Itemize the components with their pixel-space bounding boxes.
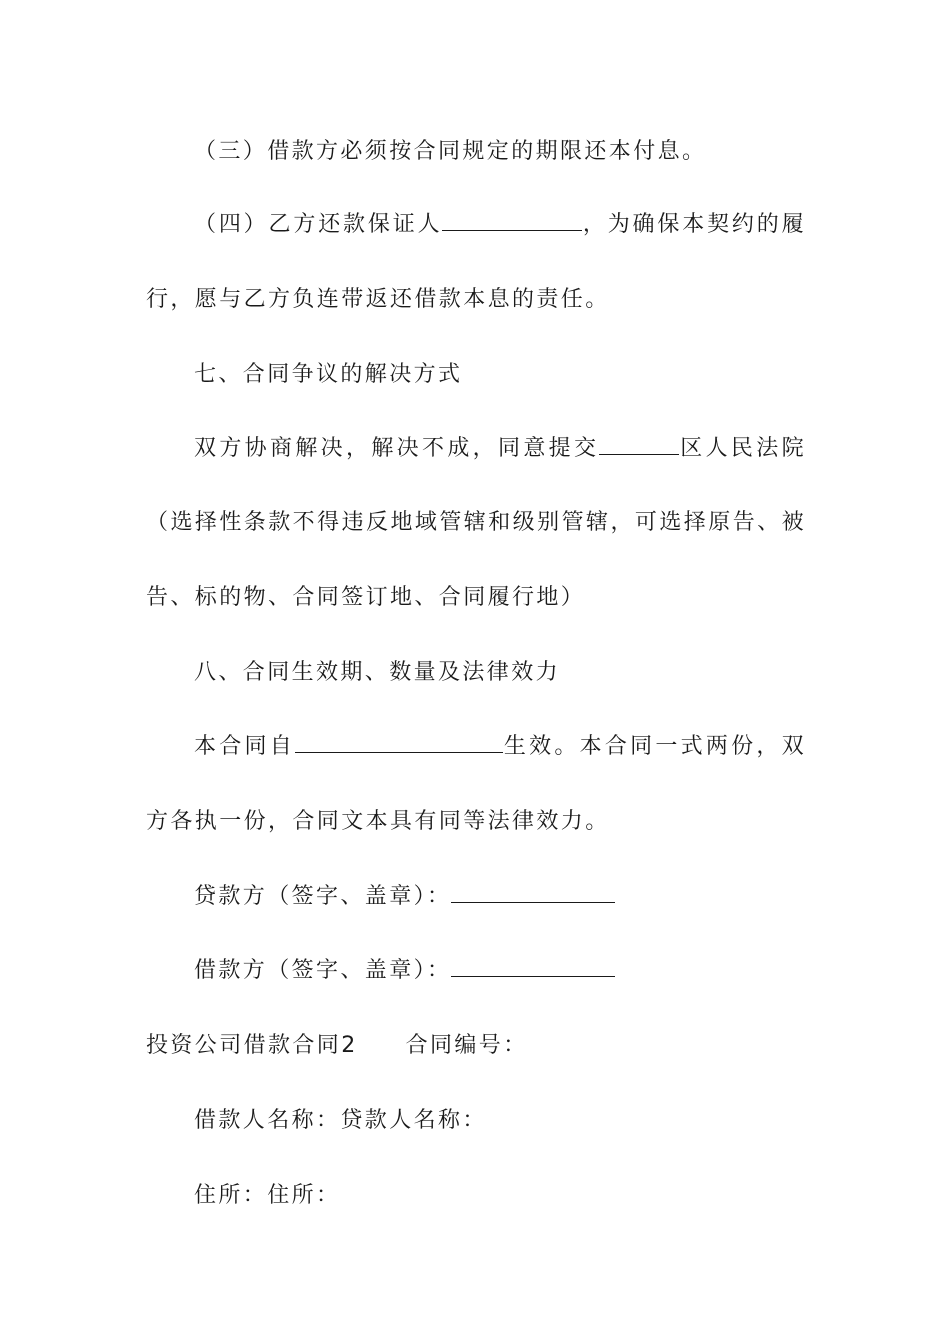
section-7-heading-text: 七、合同争议的解决方式 [194, 362, 463, 387]
clause-4-text-c: 行，愿与乙方负连带返还借款本息的责任。 [146, 287, 610, 312]
clause-4-line-1 [194, 210, 806, 240]
section-7-text-b: 区人民法院 [679, 436, 806, 461]
effective-date-blank [295, 734, 503, 753]
contract-2-header [146, 1031, 806, 1061]
section-8-heading [194, 658, 806, 688]
section-8-text-a: 本合同自 [194, 734, 295, 759]
section-7-text-d: 告、标的物、合同签订地、合同履行地） [146, 585, 586, 610]
clause-3 [194, 137, 806, 167]
address-line [194, 1181, 806, 1211]
section-8-line-2 [146, 807, 806, 837]
guarantor-blank [442, 212, 582, 231]
court-blank [599, 436, 679, 455]
lender-signature-label: 贷款方（签字、盖章）： [194, 884, 452, 909]
contract-number-label: 合同编号： [405, 1033, 528, 1058]
lender-signature-line [194, 882, 806, 912]
section-8-line-1 [194, 732, 806, 762]
borrower-signature-line [194, 956, 806, 986]
address-text: 住所：住所： [194, 1183, 341, 1208]
section-7-heading [194, 360, 806, 390]
lender-signature-blank [451, 884, 615, 903]
section-8-heading-text: 八、合同生效期、数量及法律效力 [194, 660, 561, 685]
clause-4-line-2 [146, 285, 806, 315]
party-names-line [194, 1106, 806, 1136]
section-7-text-a: 双方协商解决，解决不成，同意提交 [194, 436, 600, 461]
party-names-text: 借款人名称：贷款人名称： [194, 1108, 487, 1133]
borrower-signature-label: 借款方（签字、盖章）： [194, 958, 452, 983]
contract-2-title: 投资公司借款合同2 [146, 1033, 358, 1058]
clause-3-text: （三）借款方必须按合同规定的期限还本付息。 [194, 139, 707, 164]
section-7-line-2 [146, 508, 806, 538]
section-8-text-b: 生效。本合同一式两份，双 [503, 734, 806, 759]
clause-4-text-b: ，为确保本契约的履 [582, 212, 806, 237]
section-7-line-3 [146, 583, 806, 613]
section-8-text-c: 方各执一份，合同文本具有同等法律效力。 [146, 809, 610, 834]
section-7-text-c: （选择性条款不得违反地域管辖和级别管辖，可选择原告、被 [146, 510, 806, 535]
section-7-line-1 [194, 434, 806, 464]
clause-4-text-a: （四）乙方还款保证人 [194, 212, 443, 237]
borrower-signature-blank [451, 958, 615, 977]
